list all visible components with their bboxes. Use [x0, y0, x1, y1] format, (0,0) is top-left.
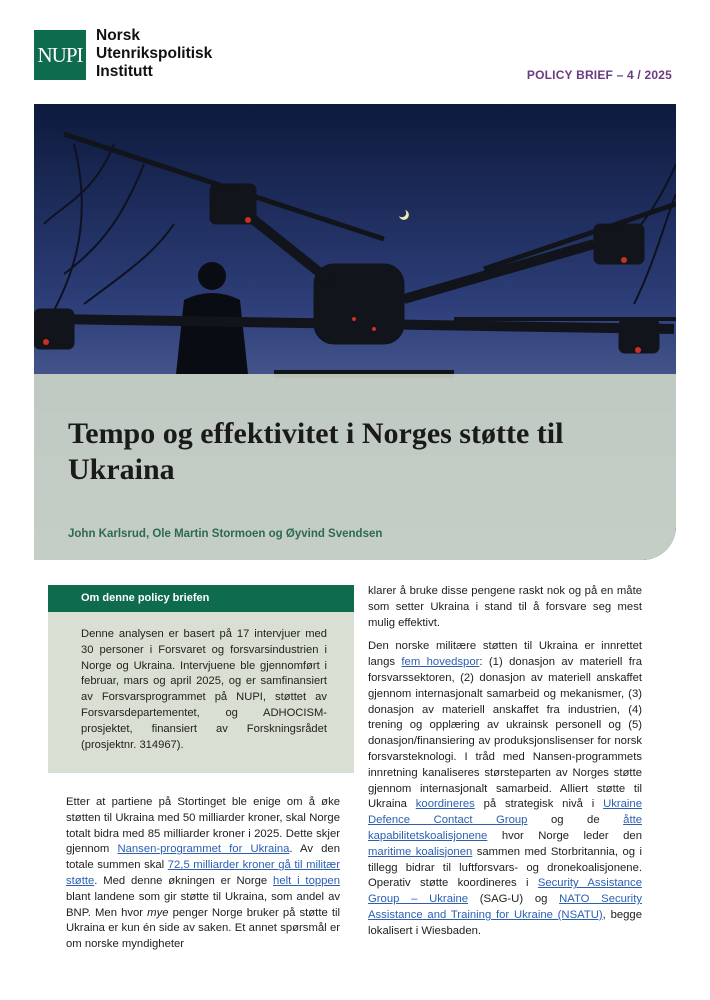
text-run: sammen med Storbritannia, og i tillegg bidrar til luftforsvars- og dronekoalisjonene. Operativ støtte koordineres i — [368, 845, 642, 890]
page-title: Tempo og effektivitet i Norges støtte til Ukraina — [68, 417, 564, 486]
link-nansen-programmet[interactable]: Nansen-programmet for Ukraina — [117, 843, 290, 856]
about-brief-text: Denne analysen er basert på 17 intervjuer med 30 personer i Forsvaret og forsvarsindustrien i Norge og Ukraina. Intervjuene ble gjennomført i februar, mars og april 2025, og er samfinansiert av Forsvarsprogrammet på NUPI, støttet av Forsvarsdepartementet, og ADHOCISM-prosjektet, finansiert av Forskningsrådet (prosjektnr. 314967). — [81, 628, 327, 751]
body-paragraph — [66, 795, 340, 953]
right-column — [368, 584, 642, 948]
left-column — [66, 795, 340, 961]
text-run: på strategisk nivå i — [474, 798, 604, 811]
link-militaer-stotte[interactable]: 72,5 milliarder kroner gå til militær støtte — [66, 859, 340, 887]
body-paragraph — [368, 639, 642, 939]
link-sag-u[interactable]: Security Assistance Group – Ukraine — [368, 877, 642, 906]
policy-brief-label: POLICY BRIEF – 4 / 2025 — [526, 68, 672, 82]
link-maritime-koalisjonen[interactable]: maritime koalisjonen — [368, 845, 473, 858]
link-helt-i-toppen[interactable]: helt i toppen — [273, 874, 340, 887]
link-kapabilitetskoalisjonene[interactable]: åtte kapabilitetskoalisjonene — [368, 814, 642, 842]
org-name-line: Norsk — [96, 27, 140, 44]
text-run: : (1) donasjon av materiell fra forsvarssektoren, (2) donasjon av materiell anskaffet gjennom internasjonalt samarbeid og mekanismer, (3) donasjon av materiell anskaffet fra industrien, (4) trening og opplæring av ukrainsk personell og (5) donasjon/finansiering av produksjonslisenser for norsk forsvarsteknologi. I tråd med Nansen-programmets innretning kanaliseres størsteparten av Norges støtte gjennom internasjonalt samarbeid. Alliert støtte til Ukraina — [368, 656, 642, 811]
hero-image — [34, 104, 676, 560]
text-run: og de — [527, 814, 624, 827]
text-run: hvor Norge leder den — [487, 829, 642, 842]
link-nsatu[interactable]: NATO Security Assistance and Training for Ukraine (NSATU) — [368, 893, 642, 921]
text-run: Den norske militære støtten til Ukraina er innrettet langs — [368, 640, 642, 669]
org-name-line: Utenrikspolitisk — [96, 45, 213, 62]
text-run: . Med denne økningen er Norge — [94, 874, 274, 887]
text-run: . Av den totale summen skal — [66, 843, 340, 872]
text-run: , begge lokalisert i Wiesbaden. — [368, 908, 642, 937]
organization-name — [96, 27, 212, 81]
text-run: penger Norge bruker på støtte til Ukraina er kun én side av saken. Et annet spørsmål er om norske myndigheter — [66, 906, 340, 951]
nupi-logo: NUPI — [34, 30, 86, 80]
authors: John Karlsrud, Ole Martin Stormoen og Øyvind Svendsen — [68, 528, 383, 540]
link-fem-hovedspor[interactable]: fem hovedspor — [401, 656, 480, 669]
org-name-line: Institutt — [96, 63, 153, 80]
link-koordineres[interactable]: koordineres — [415, 798, 475, 811]
body-paragraph: klarer å bruke disse pengene raskt nok og på en måte som setter Ukraina i stand til å forsvare seg mest mulig effektivt. — [368, 585, 642, 629]
text-run: blant landene som gir støtte til Ukraina, som andel av BNP. Men hvor — [66, 890, 340, 919]
about-brief-heading: Om denne policy briefen — [48, 585, 354, 612]
link-udcg[interactable]: Ukraine Defence Contact Group — [368, 798, 642, 827]
text-run: Etter at partiene på Stortinget ble enige om å øke støtten til Ukraina med 50 milliarder kroner, skal Norge totalt bidra med 85 milliarder kroner i 2025. Dette skjer gjennom — [66, 796, 340, 856]
about-brief-box — [48, 585, 354, 773]
text-run: (SAG-U) og — [468, 893, 560, 906]
emphasis-text: mye — [147, 906, 169, 919]
